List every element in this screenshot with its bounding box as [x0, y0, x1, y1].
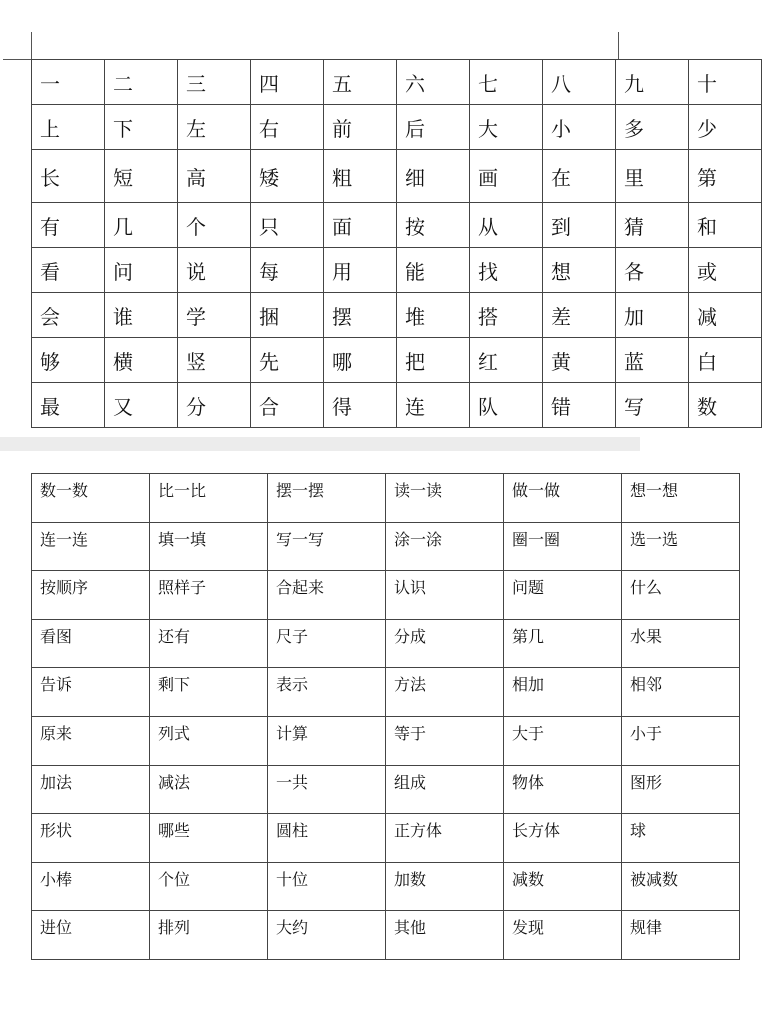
table-cell: 矮: [251, 150, 324, 203]
table-cell: 长方体: [504, 814, 622, 863]
table-cell: 规律: [622, 911, 740, 960]
table-cell: 分: [178, 383, 251, 428]
table-cell: 告诉: [32, 668, 150, 717]
table-cell: 细: [397, 150, 470, 203]
table-cell: 面: [324, 203, 397, 248]
table-cell: 捆: [251, 293, 324, 338]
table-row: [32, 522, 740, 571]
table-cell: 加数: [386, 862, 504, 911]
table-cell: 各: [616, 248, 689, 293]
table-cell: 相邻: [622, 668, 740, 717]
table-cell: 黄: [543, 338, 616, 383]
table-cell: 横: [105, 338, 178, 383]
table-cell: 蓝: [616, 338, 689, 383]
table-row: [32, 248, 762, 293]
table-cell: 认识: [386, 571, 504, 620]
table-cell: 正方体: [386, 814, 504, 863]
table-cell: 个位: [150, 862, 268, 911]
table-row: [32, 338, 762, 383]
table-cell: 被减数: [622, 862, 740, 911]
table-cell: 找: [470, 248, 543, 293]
table-cell: 有: [32, 203, 105, 248]
table-cell: 少: [689, 105, 762, 150]
table-cell: 三: [178, 60, 251, 105]
table-cell: 从: [470, 203, 543, 248]
table-row: [32, 911, 740, 960]
table-row: [32, 716, 740, 765]
table-row: [32, 765, 740, 814]
table-cell: 先: [251, 338, 324, 383]
table-cell: 看图: [32, 619, 150, 668]
table-cell: 下: [105, 105, 178, 150]
table-cell: 摆: [324, 293, 397, 338]
table-cell: 做一做: [504, 474, 622, 523]
table-cell: 哪: [324, 338, 397, 383]
table-row: [32, 814, 740, 863]
table-cell: 选一选: [622, 522, 740, 571]
table-cell: 小棒: [32, 862, 150, 911]
table-cell: 物体: [504, 765, 622, 814]
table-cell: 问题: [504, 571, 622, 620]
table-cell: 六: [397, 60, 470, 105]
table-row: [32, 474, 740, 523]
table-row: [32, 668, 740, 717]
table-cell: 八: [543, 60, 616, 105]
table-cell: 看: [32, 248, 105, 293]
table-cell: 按顺序: [32, 571, 150, 620]
table-cell: 几: [105, 203, 178, 248]
table-cell: 读一读: [386, 474, 504, 523]
crop-mark: [618, 32, 619, 60]
table-cell: 排列: [150, 911, 268, 960]
table-cell: 十: [689, 60, 762, 105]
table-cell: 数: [689, 383, 762, 428]
table-cell: 竖: [178, 338, 251, 383]
table-cell: 长: [32, 150, 105, 203]
table-cell: 表示: [268, 668, 386, 717]
table-cell: 减数: [504, 862, 622, 911]
table-cell: 画: [470, 150, 543, 203]
table-cell: 多: [616, 105, 689, 150]
table-cell: 一共: [268, 765, 386, 814]
table-cell: 得: [324, 383, 397, 428]
table-row: [32, 203, 762, 248]
table-cell: 减法: [150, 765, 268, 814]
table-cell: 七: [470, 60, 543, 105]
page-break: [0, 437, 640, 451]
table-cell: 会: [32, 293, 105, 338]
table-row: [32, 862, 740, 911]
table-row: [32, 150, 762, 203]
table-cell: 和: [689, 203, 762, 248]
table-cell: 四: [251, 60, 324, 105]
table-cell: 白: [689, 338, 762, 383]
table-cell: 圈一圈: [504, 522, 622, 571]
table-cell: 队: [470, 383, 543, 428]
table-cell: 减: [689, 293, 762, 338]
table-cell: 小: [543, 105, 616, 150]
table-cell: 又: [105, 383, 178, 428]
table-cell: 只: [251, 203, 324, 248]
crop-mark: [3, 59, 32, 60]
table-cell: 粗: [324, 150, 397, 203]
table-cell: 连: [397, 383, 470, 428]
table-cell: 一: [32, 60, 105, 105]
table-cell: 九: [616, 60, 689, 105]
table-cell: 前: [324, 105, 397, 150]
table-cell: 大约: [268, 911, 386, 960]
table-row: [32, 60, 762, 105]
table-row: [32, 105, 762, 150]
table-cell: 用: [324, 248, 397, 293]
table-cell: 等于: [386, 716, 504, 765]
table-cell: 够: [32, 338, 105, 383]
table-cell: 原来: [32, 716, 150, 765]
crop-mark: [31, 32, 32, 60]
table-cell: 写: [616, 383, 689, 428]
table-cell: 连一连: [32, 522, 150, 571]
table-cell: 十位: [268, 862, 386, 911]
table-cell: 数一数: [32, 474, 150, 523]
table-cell: 第几: [504, 619, 622, 668]
table-cell: 把: [397, 338, 470, 383]
table-cell: 短: [105, 150, 178, 203]
table-cell: 猜: [616, 203, 689, 248]
table-cell: 在: [543, 150, 616, 203]
table-cell: 发现: [504, 911, 622, 960]
table-cell: 剩下: [150, 668, 268, 717]
table-row: [32, 571, 740, 620]
table-cell: 按: [397, 203, 470, 248]
table-cell: 错: [543, 383, 616, 428]
table-cell: 尺子: [268, 619, 386, 668]
table-cell: 最: [32, 383, 105, 428]
table-cell: 说: [178, 248, 251, 293]
table-cell: 谁: [105, 293, 178, 338]
table-cell: 比一比: [150, 474, 268, 523]
table-cell: 什么: [622, 571, 740, 620]
table-cell: 合起来: [268, 571, 386, 620]
table-cell: 能: [397, 248, 470, 293]
table-cell: 大于: [504, 716, 622, 765]
table-cell: 想一想: [622, 474, 740, 523]
table-cell: 组成: [386, 765, 504, 814]
table-row: [32, 383, 762, 428]
table-cell: 左: [178, 105, 251, 150]
table-cell: 学: [178, 293, 251, 338]
table-cell: 还有: [150, 619, 268, 668]
table-cell: 其他: [386, 911, 504, 960]
table-cell: 水果: [622, 619, 740, 668]
table-cell: 摆一摆: [268, 474, 386, 523]
table-cell: 相加: [504, 668, 622, 717]
table-cell: 二: [105, 60, 178, 105]
table-cell: 球: [622, 814, 740, 863]
table-cell: 后: [397, 105, 470, 150]
table-cell: 或: [689, 248, 762, 293]
table-cell: 搭: [470, 293, 543, 338]
table-cell: 上: [32, 105, 105, 150]
table-cell: 大: [470, 105, 543, 150]
table-cell: 合: [251, 383, 324, 428]
table-cell: 加: [616, 293, 689, 338]
table-row: [32, 293, 762, 338]
table-cell: 圆柱: [268, 814, 386, 863]
table-cell: 到: [543, 203, 616, 248]
table-cell: 计算: [268, 716, 386, 765]
character-table: [31, 59, 762, 428]
table-cell: 方法: [386, 668, 504, 717]
table-cell: 图形: [622, 765, 740, 814]
table-cell: 列式: [150, 716, 268, 765]
table-cell: 照样子: [150, 571, 268, 620]
table-cell: 红: [470, 338, 543, 383]
table-cell: 想: [543, 248, 616, 293]
table-cell: 堆: [397, 293, 470, 338]
table-cell: 个: [178, 203, 251, 248]
table-cell: 加法: [32, 765, 150, 814]
word-table: [31, 473, 740, 960]
table-cell: 里: [616, 150, 689, 203]
table-cell: 第: [689, 150, 762, 203]
table-cell: 每: [251, 248, 324, 293]
table-cell: 高: [178, 150, 251, 203]
table-cell: 右: [251, 105, 324, 150]
table-cell: 分成: [386, 619, 504, 668]
table-cell: 小于: [622, 716, 740, 765]
table-cell: 填一填: [150, 522, 268, 571]
table-cell: 写一写: [268, 522, 386, 571]
table-cell: 涂一涂: [386, 522, 504, 571]
table-cell: 问: [105, 248, 178, 293]
table-row: [32, 619, 740, 668]
table-cell: 差: [543, 293, 616, 338]
table-cell: 形状: [32, 814, 150, 863]
table-cell: 进位: [32, 911, 150, 960]
table-cell: 五: [324, 60, 397, 105]
table-cell: 哪些: [150, 814, 268, 863]
